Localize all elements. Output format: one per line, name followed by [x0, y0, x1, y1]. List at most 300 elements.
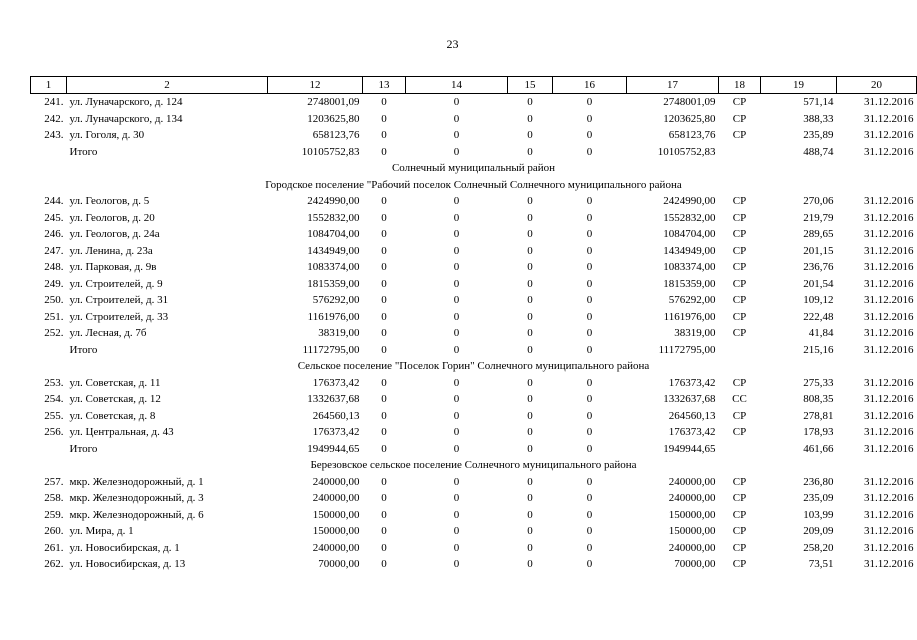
- cell-addr: ул. Геологов, д. 20: [69, 211, 155, 224]
- cell-addr: ул. Новосибирская, д. 1: [69, 541, 180, 554]
- cell-num: 241.: [44, 96, 64, 108]
- cell-c17: 38319,00: [674, 327, 716, 339]
- cell-c13: 0: [381, 393, 387, 405]
- table-row: [31, 127, 917, 144]
- cell-addr: Итого: [69, 145, 98, 158]
- cell-c19: 73,51: [808, 558, 834, 570]
- cell-c13: 0: [381, 211, 387, 224]
- cell-c19: 461,66: [803, 442, 834, 455]
- table-row: [31, 259, 917, 276]
- header-cell: 16: [553, 77, 627, 94]
- cell-c13: 0: [381, 112, 387, 125]
- cell-c17: 1084704,00: [663, 228, 716, 240]
- cell-c12: 2424990,00: [307, 195, 360, 207]
- cell-c15: 0: [527, 294, 533, 306]
- cell-num: 246.: [44, 228, 64, 240]
- cell-c18: СР: [732, 129, 747, 141]
- section-heading: Солнечный муниципальный район: [391, 162, 556, 174]
- cell-num: 249.: [44, 277, 64, 290]
- cell-c12: 1552832,00: [307, 211, 360, 224]
- cell-c14: 0: [453, 343, 460, 356]
- cell-c16: 0: [586, 129, 593, 141]
- table-row: [31, 193, 917, 210]
- cell-c14: 0: [453, 393, 460, 405]
- cell-c15: 0: [527, 277, 533, 290]
- table-row: [31, 325, 917, 342]
- cell-c20: 31.12.2016: [864, 294, 914, 306]
- cell-c18: [719, 441, 761, 458]
- table-row: [31, 490, 917, 507]
- cell-c19: 808,35: [803, 393, 834, 405]
- cell-addr: Итого: [69, 442, 98, 455]
- cell-c13: 0: [381, 294, 387, 306]
- cell-c12: 150000,00: [312, 508, 360, 521]
- cell-c12: 1083374,00: [307, 261, 360, 273]
- cell-c13: 0: [381, 343, 387, 356]
- cell-c13: 0: [381, 475, 387, 488]
- cell-addr: ул. Луначарского, д. 124: [69, 96, 183, 108]
- cell-num: 251.: [44, 310, 64, 323]
- cell-c18: СР: [732, 211, 747, 224]
- cell-c16: 0: [586, 442, 593, 455]
- cell-c15: 0: [527, 508, 533, 521]
- cell-num: 244.: [44, 195, 64, 207]
- cell-c18: СР: [732, 96, 747, 108]
- cell-c13: 0: [381, 426, 387, 438]
- cell-c20: 31.12.2016: [864, 343, 914, 356]
- cell-addr: ул. Луначарского, д. 134: [69, 112, 183, 125]
- cell-c19: 289,65: [803, 228, 834, 240]
- cell-c12: 658123,76: [312, 129, 360, 141]
- cell-c20: 31.12.2016: [864, 558, 914, 570]
- cell-c20: 31.12.2016: [864, 261, 914, 273]
- cell-c17: 1332637,68: [663, 393, 716, 405]
- cell-c15: 0: [527, 228, 533, 240]
- cell-c15: 0: [527, 393, 533, 405]
- cell-c18: СР: [732, 525, 747, 537]
- cell-c12: 38319,00: [318, 327, 360, 339]
- table-row: [31, 276, 917, 293]
- cell-c20: 31.12.2016: [864, 145, 914, 158]
- cell-c16: 0: [586, 492, 593, 504]
- cell-c18: [719, 342, 761, 359]
- cell-c19: 571,14: [803, 96, 834, 108]
- cell-c15: 0: [527, 261, 533, 273]
- cell-c14: 0: [453, 145, 460, 158]
- cell-c17: 2748001,09: [663, 96, 716, 108]
- cell-c14: 0: [453, 426, 460, 438]
- cell-c17: 150000,00: [668, 525, 716, 537]
- cell-c18: СР: [732, 310, 747, 323]
- cell-c16: 0: [586, 426, 593, 438]
- header-row: [31, 77, 917, 94]
- cell-c12: 10105752,83: [301, 145, 360, 158]
- housing-table: [30, 76, 917, 573]
- cell-addr: ул. Советская, д. 12: [69, 393, 161, 405]
- cell-c16: 0: [586, 195, 593, 207]
- cell-c12: 240000,00: [312, 492, 360, 504]
- cell-c12: 1949944,65: [307, 442, 360, 455]
- cell-c13: 0: [381, 508, 387, 521]
- cell-c14: 0: [453, 261, 460, 273]
- cell-c15: 0: [527, 327, 533, 339]
- cell-c17: 576292,00: [668, 294, 716, 306]
- cell-addr: ул. Геологов, д. 24а: [69, 228, 160, 240]
- cell-c15: 0: [527, 244, 533, 257]
- cell-addr: ул. Строителей, д. 33: [69, 310, 169, 323]
- table-row: [31, 226, 917, 243]
- cell-c12: 11172795,00: [302, 343, 360, 356]
- cell-c13: 0: [381, 409, 387, 422]
- cell-c13: 0: [381, 129, 387, 141]
- cell-c20: 31.12.2016: [864, 112, 914, 125]
- section-heading-row: [31, 457, 917, 474]
- header-cell: 13: [363, 77, 406, 94]
- cell-c14: 0: [453, 409, 460, 422]
- cell-c17: 10105752,83: [657, 145, 716, 158]
- table-row: [31, 540, 917, 557]
- cell-c15: 0: [527, 558, 533, 570]
- cell-num: 248.: [44, 261, 64, 273]
- cell-c12: 240000,00: [312, 475, 360, 488]
- cell-c19: 41,84: [808, 327, 834, 339]
- cell-c14: 0: [453, 541, 460, 554]
- cell-num: [31, 342, 67, 359]
- cell-c19: 235,89: [803, 129, 834, 141]
- section-heading: Сельское поселение "Поселок Горин" Солнечного муниципального района: [297, 360, 650, 372]
- header-cell: 18: [719, 77, 761, 94]
- cell-c13: 0: [381, 492, 387, 504]
- cell-c19: 275,33: [803, 376, 834, 389]
- page-number: 23: [446, 37, 459, 51]
- header-cell: 17: [627, 77, 719, 94]
- cell-num: 247.: [44, 244, 64, 257]
- cell-c12: 1084704,00: [307, 228, 360, 240]
- cell-c14: 0: [453, 442, 460, 455]
- table-row: [31, 210, 917, 227]
- cell-c19: 103,99: [803, 508, 834, 521]
- cell-c14: 0: [453, 376, 460, 389]
- cell-num: 262.: [44, 558, 64, 570]
- section-heading: Городское поселение "Рабочий поселок Солнечный Солнечного муниципального района: [265, 178, 682, 191]
- total-row: [31, 144, 917, 161]
- cell-c17: 658123,76: [668, 129, 716, 141]
- cell-c18: СР: [732, 426, 747, 438]
- cell-c17: 1203625,80: [663, 112, 716, 125]
- cell-c15: 0: [527, 129, 533, 141]
- table-row: [31, 523, 917, 540]
- cell-c15: 0: [527, 426, 533, 438]
- cell-c13: 0: [381, 541, 387, 554]
- cell-c20: 31.12.2016: [864, 409, 914, 422]
- cell-addr: мкр. Железнодорожный, д. 1: [69, 475, 204, 488]
- cell-c12: 70000,00: [318, 558, 360, 570]
- header-cell: 15: [508, 77, 553, 94]
- cell-c14: 0: [453, 327, 460, 339]
- cell-c13: 0: [381, 525, 387, 537]
- cell-c12: 150000,00: [312, 525, 360, 537]
- cell-c16: 0: [586, 393, 593, 405]
- table-row: [31, 556, 917, 573]
- cell-c13: 0: [381, 310, 387, 323]
- cell-num: 255.: [44, 409, 64, 422]
- cell-c12: 176373,42: [312, 376, 360, 389]
- cell-num: [31, 441, 67, 458]
- cell-addr: ул. Строителей, д. 31: [69, 294, 169, 306]
- header-cell: 12: [268, 77, 363, 94]
- cell-c13: 0: [381, 244, 387, 257]
- cell-c19: 270,06: [803, 195, 834, 207]
- cell-c12: 240000,00: [312, 541, 360, 554]
- cell-c16: 0: [586, 525, 593, 537]
- cell-c15: 0: [527, 492, 533, 504]
- cell-c16: 0: [586, 558, 593, 570]
- table-row: [31, 474, 917, 491]
- cell-c14: 0: [453, 492, 460, 504]
- cell-c20: 31.12.2016: [864, 129, 914, 141]
- cell-c19: 388,33: [803, 112, 834, 125]
- cell-c20: 31.12.2016: [864, 508, 914, 521]
- cell-c17: 176373,42: [668, 426, 716, 438]
- cell-c15: 0: [527, 310, 533, 323]
- table-row: [31, 111, 917, 128]
- cell-c19: 488,74: [803, 145, 834, 158]
- cell-c17: 150000,00: [668, 508, 716, 521]
- cell-c13: 0: [381, 442, 387, 455]
- cell-c16: 0: [586, 327, 593, 339]
- cell-c14: 0: [453, 508, 460, 521]
- cell-c16: 0: [586, 475, 593, 488]
- cell-c20: 31.12.2016: [864, 426, 914, 438]
- cell-c14: 0: [453, 195, 460, 207]
- cell-num: 258.: [44, 492, 64, 504]
- cell-c20: 31.12.2016: [864, 475, 914, 488]
- cell-c13: 0: [381, 228, 387, 240]
- cell-c15: 0: [527, 195, 533, 207]
- cell-c12: 2748001,09: [307, 96, 360, 108]
- cell-c13: 0: [381, 261, 387, 273]
- cell-c20: 31.12.2016: [864, 541, 914, 554]
- cell-addr: Итого: [69, 343, 98, 356]
- cell-c16: 0: [586, 211, 593, 224]
- cell-c18: СР: [732, 492, 747, 504]
- cell-c20: 31.12.2016: [864, 96, 914, 108]
- cell-c20: 31.12.2016: [864, 442, 914, 455]
- cell-c14: 0: [453, 558, 460, 570]
- cell-c17: 1083374,00: [663, 261, 716, 273]
- cell-c19: 219,79: [803, 211, 834, 224]
- cell-c17: 1161976,00: [663, 310, 716, 323]
- header-cell: 1: [31, 77, 67, 94]
- cell-c17: 176373,42: [668, 376, 716, 389]
- table-row: [31, 292, 917, 309]
- table-row: [31, 243, 917, 260]
- cell-c15: 0: [527, 343, 533, 356]
- cell-c20: 31.12.2016: [864, 244, 914, 257]
- cell-c16: 0: [586, 343, 593, 356]
- cell-c14: 0: [453, 310, 460, 323]
- header-cell: 19: [761, 77, 837, 94]
- table-row: [31, 391, 917, 408]
- cell-c14: 0: [453, 211, 460, 224]
- cell-c17: 1434949,00: [663, 244, 716, 257]
- total-row: [31, 441, 917, 458]
- cell-c16: 0: [586, 96, 593, 108]
- cell-c19: 109,12: [803, 294, 834, 306]
- cell-c15: 0: [527, 541, 533, 554]
- cell-num: 254.: [44, 393, 64, 405]
- cell-c20: 31.12.2016: [864, 277, 914, 290]
- cell-c20: 31.12.2016: [864, 211, 914, 224]
- cell-c19: 201,54: [803, 277, 834, 290]
- cell-c17: 240000,00: [668, 492, 716, 504]
- cell-c18: СР: [732, 558, 747, 570]
- cell-c14: 0: [453, 96, 460, 108]
- cell-c18: СР: [732, 541, 747, 554]
- section-heading-row: [31, 358, 917, 375]
- cell-addr: ул. Гоголя, д. 30: [69, 129, 145, 141]
- header-cell: 2: [67, 77, 268, 94]
- cell-num: 242.: [44, 112, 64, 125]
- table-body: [31, 77, 917, 573]
- cell-c12: 1161976,00: [307, 310, 360, 323]
- cell-c16: 0: [586, 145, 593, 158]
- cell-c13: 0: [381, 327, 387, 339]
- cell-num: 257.: [44, 475, 64, 488]
- cell-c12: 176373,42: [312, 426, 360, 438]
- cell-c15: 0: [527, 442, 533, 455]
- cell-c16: 0: [586, 409, 593, 422]
- cell-c17: 2424990,00: [663, 195, 716, 207]
- cell-addr: ул. Новосибирская, д. 13: [69, 558, 186, 570]
- cell-c14: 0: [453, 277, 460, 290]
- cell-c14: 0: [453, 129, 460, 141]
- cell-c15: 0: [527, 96, 533, 108]
- table-row: [31, 424, 917, 441]
- cell-c20: 31.12.2016: [864, 327, 914, 339]
- cell-c14: 0: [453, 244, 460, 257]
- cell-c19: 201,15: [803, 244, 834, 257]
- cell-num: 245.: [44, 211, 64, 224]
- cell-c16: 0: [586, 261, 593, 273]
- cell-c18: СР: [732, 327, 747, 339]
- cell-num: 261.: [44, 541, 64, 554]
- cell-c18: СР: [732, 261, 747, 273]
- cell-c17: 1949944,65: [663, 442, 716, 455]
- cell-c18: СР: [732, 244, 747, 257]
- cell-addr: мкр. Железнодорожный, д. 6: [69, 508, 204, 521]
- cell-addr: ул. Лесная, д. 7б: [69, 327, 147, 339]
- cell-c17: 240000,00: [668, 475, 716, 488]
- cell-addr: ул. Ленина, д. 23а: [69, 244, 153, 257]
- cell-c20: 31.12.2016: [864, 195, 914, 207]
- cell-addr: ул. Центральная, д. 43: [69, 426, 174, 438]
- cell-c18: СР: [732, 277, 747, 290]
- cell-c15: 0: [527, 112, 533, 125]
- cell-c20: 31.12.2016: [864, 310, 914, 323]
- cell-c17: 1815359,00: [663, 277, 716, 290]
- cell-c17: 264560,13: [668, 409, 716, 422]
- cell-c18: [719, 144, 761, 161]
- cell-num: 256.: [44, 426, 64, 438]
- cell-c13: 0: [381, 145, 387, 158]
- cell-c13: 0: [381, 376, 387, 389]
- cell-c12: 264560,13: [312, 409, 360, 422]
- cell-num: 260.: [44, 525, 64, 537]
- cell-num: 252.: [44, 327, 64, 339]
- cell-c12: 1815359,00: [307, 277, 360, 290]
- cell-num: [31, 144, 67, 161]
- cell-c19: 215,16: [803, 343, 834, 356]
- cell-c14: 0: [453, 294, 460, 306]
- cell-c16: 0: [586, 541, 593, 554]
- cell-c19: 222,48: [803, 310, 834, 323]
- cell-c12: 576292,00: [312, 294, 360, 306]
- cell-c16: 0: [586, 376, 593, 389]
- cell-c14: 0: [453, 112, 460, 125]
- cell-c18: СР: [732, 409, 747, 422]
- cell-c12: 1332637,68: [307, 393, 360, 405]
- cell-num: 259.: [44, 508, 64, 521]
- cell-c17: 11172795,00: [658, 343, 716, 356]
- cell-c18: СС: [732, 393, 747, 405]
- cell-c12: 1203625,80: [307, 112, 360, 125]
- table-row: [31, 507, 917, 524]
- cell-c14: 0: [453, 525, 460, 537]
- cell-c14: 0: [453, 475, 460, 488]
- cell-c18: СР: [732, 228, 747, 240]
- cell-c13: 0: [381, 558, 387, 570]
- cell-c18: СР: [732, 195, 747, 207]
- cell-c17: 240000,00: [668, 541, 716, 554]
- cell-c19: 178,93: [803, 426, 834, 438]
- cell-addr: ул. Строителей, д. 9: [69, 277, 163, 290]
- cell-c19: 235,09: [803, 492, 834, 504]
- cell-c18: СР: [732, 376, 747, 389]
- table-row: [31, 309, 917, 326]
- total-row: [31, 342, 917, 359]
- cell-c20: 31.12.2016: [864, 376, 914, 389]
- header-cell: 20: [837, 77, 917, 94]
- cell-c19: 209,09: [803, 525, 834, 537]
- cell-c15: 0: [527, 525, 533, 537]
- cell-c16: 0: [586, 277, 593, 290]
- cell-num: 243.: [44, 129, 64, 141]
- table-row: [31, 375, 917, 392]
- section-heading-row: [31, 177, 917, 194]
- cell-c15: 0: [527, 145, 533, 158]
- cell-c19: 278,81: [803, 409, 834, 422]
- header-cell: 14: [406, 77, 508, 94]
- cell-c15: 0: [527, 475, 533, 488]
- cell-c20: 31.12.2016: [864, 228, 914, 240]
- cell-c20: 31.12.2016: [864, 393, 914, 405]
- section-heading: Березовское сельское поселение Солнечного муниципального района: [310, 459, 637, 471]
- cell-c16: 0: [586, 508, 593, 521]
- cell-c16: 0: [586, 244, 593, 257]
- cell-c15: 0: [527, 376, 533, 389]
- table-row: [31, 408, 917, 425]
- cell-addr: мкр. Железнодорожный, д. 3: [69, 492, 204, 504]
- cell-c16: 0: [586, 294, 593, 306]
- cell-c15: 0: [527, 409, 533, 422]
- cell-addr: ул. Геологов, д. 5: [69, 195, 150, 207]
- table-row: [31, 94, 917, 111]
- cell-c17: 1552832,00: [663, 211, 716, 224]
- cell-c18: СР: [732, 294, 747, 306]
- cell-c18: СР: [732, 475, 747, 488]
- cell-c19: 258,20: [803, 541, 834, 554]
